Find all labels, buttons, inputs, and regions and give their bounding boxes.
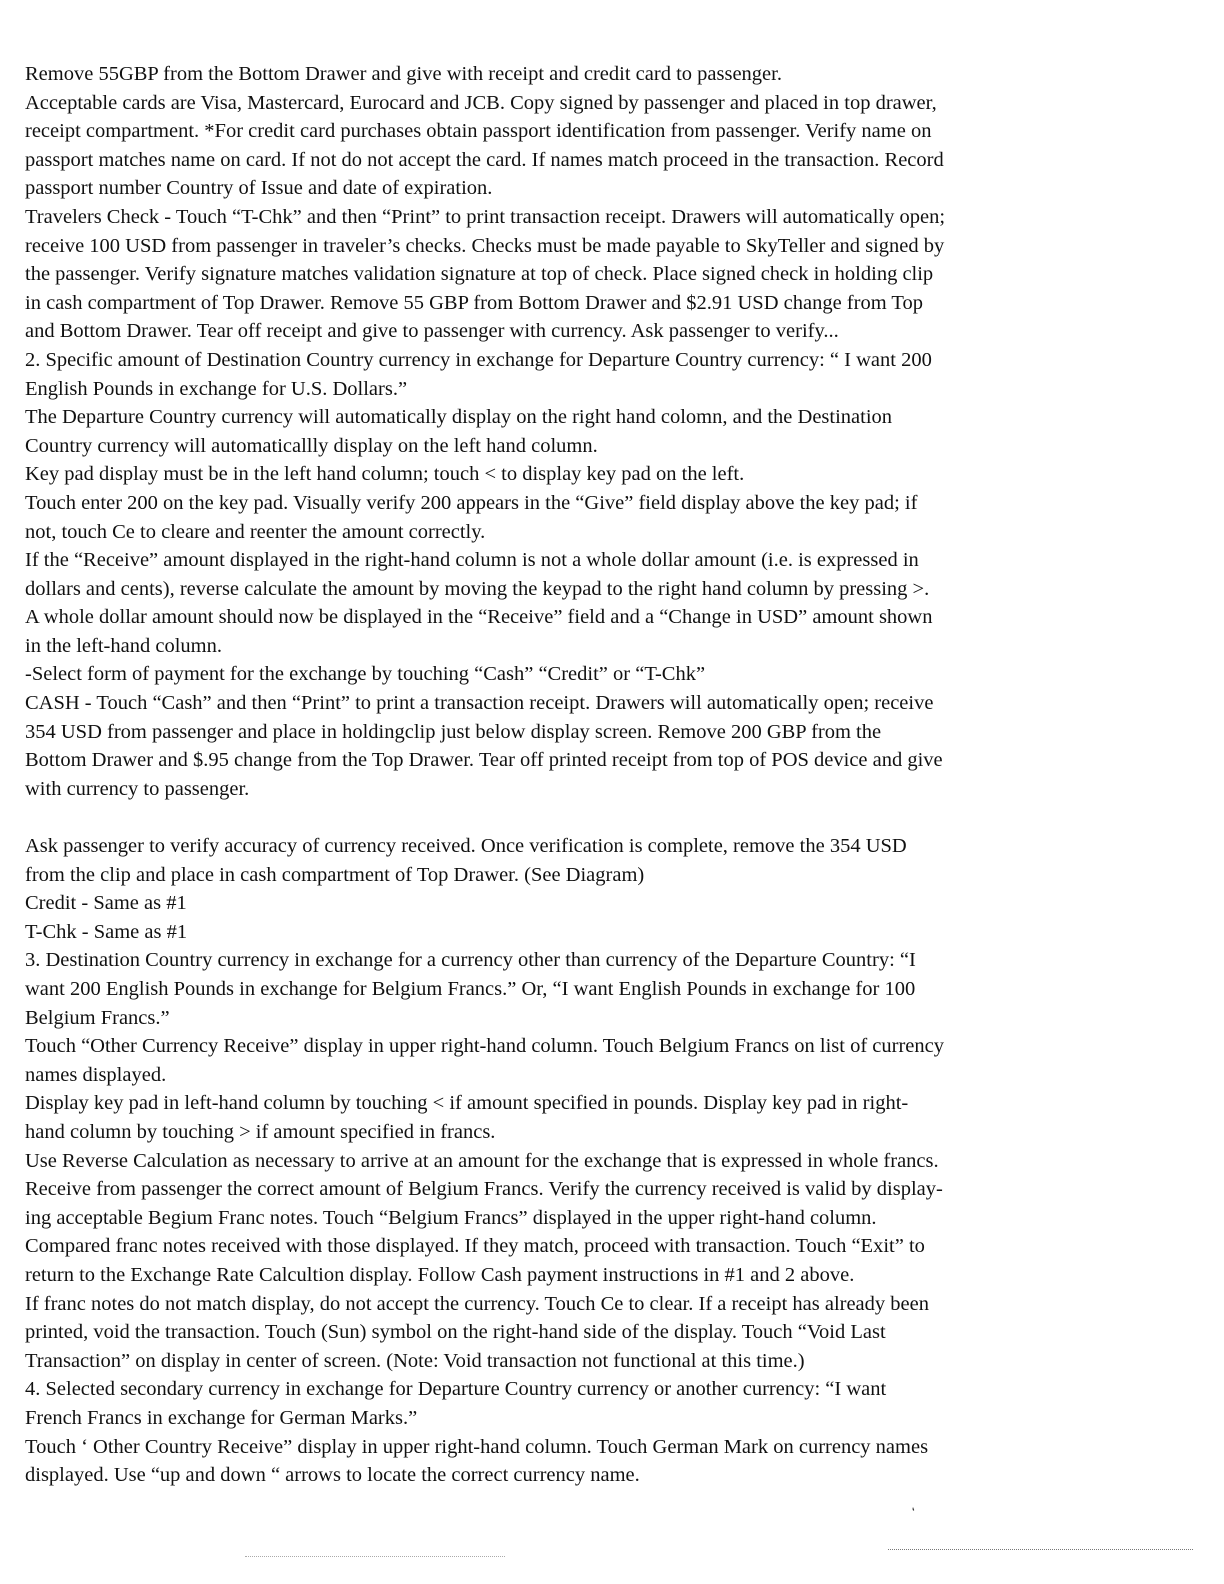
text-line: receive 100 USD from passenger in traveler’s checks. Checks must be made payable to SkyTeller and signed by: [25, 234, 945, 257]
text-line: Acceptable cards are Visa, Mastercard, Eurocard and JCB. Copy signed by passenger and placed in top drawer,: [25, 91, 937, 114]
text-line: Belgium Francs.”: [25, 1006, 170, 1029]
text-line: T-Chk - Same as #1: [25, 920, 188, 943]
text-line: want 200 English Pounds in exchange for Belgium Francs.” Or, “I want English Pounds in exchange for 100: [25, 978, 916, 1000]
text-line: 2. Specific amount of Destination Country currency in exchange for Departure Country currency: “ I want 200: [25, 348, 932, 371]
text-line: Display key pad in left-hand column by touching < if amount specified in pounds. Display key pad in right-: [25, 1092, 909, 1115]
text-line: dollars and cents), reverse calculate the amount by moving the keypad to the right hand column by pressing >.: [25, 577, 930, 600]
text-line: ing acceptable Begium Franc notes. Touch “Belgium Francs” displayed in the upper right-hand column.: [25, 1206, 877, 1229]
text-line: the passenger. Verify signature matches validation signature at top of check. Place signed check in holding clip: [25, 263, 934, 286]
text-line: 3. Destination Country currency in exchange for a currency other than currency of the Departure Country: “I: [25, 949, 916, 972]
text-line: Country currency will automaticallly display on the left hand column.: [25, 434, 598, 457]
text-line: CASH - Touch “Cash” and then “Print” to print a transaction receipt. Drawers will automatically open; receive: [25, 692, 934, 715]
text-line: displayed. Use “up and down “ arrows to locate the correct currency name.: [25, 1464, 640, 1487]
text-line: Receive from passenger the correct amount of Belgium Francs. Verify the currency received is valid by display-: [25, 1178, 943, 1201]
paragraph-gap: [25, 803, 1200, 832]
scan-artifact-line: [245, 1556, 505, 1557]
text-line: Transaction” on display in center of screen. (Note: Void transaction not functional at this time.): [25, 1349, 805, 1372]
text-line: from the clip and place in cash compartment of Top Drawer. (See Diagram): [25, 863, 645, 886]
text-line: Credit - Same as #1: [25, 892, 187, 915]
text-line: The Departure Country currency will automatically display on the right hand colomn, and the Destination: [25, 406, 893, 429]
scan-artifact-line: [888, 1549, 1193, 1550]
text-line: Bottom Drawer and $.95 change from the Top Drawer. Tear off printed receipt from top of POS device and give: [25, 749, 943, 772]
text-block-before-gap: [25, 60, 1200, 803]
text-line: hand column by touching > if amount specified in francs.: [25, 1120, 496, 1143]
text-line: passport matches name on card. If not do not accept the card. If names match proceed in the transaction. Record: [25, 148, 944, 171]
text-line: Compared franc notes received with those displayed. If they match, proceed with transaction. Touch “Exit” to: [25, 1235, 925, 1258]
text-line: Ask passenger to verify accuracy of currency received. Once verification is complete, remove the 354 USD: [25, 835, 907, 858]
text-line: printed, void the transaction. Touch (Sun) symbol on the right-hand side of the display. Touch “Void Last: [25, 1321, 886, 1344]
text-line: not, touch Ce to cleare and reenter the amount correctly.: [25, 520, 486, 543]
text-line: Key pad display must be in the left hand column; touch < to display key pad on the left.: [25, 463, 745, 486]
text-line: and Bottom Drawer. Tear off receipt and give to passenger with currency. Ask passenger to verify...: [25, 320, 839, 343]
text-line: -Select form of payment for the exchange by touching “Cash” “Credit” or “T-Chk”: [25, 663, 706, 686]
text-line: Use Reverse Calculation as necessary to arrive at an amount for the exchange that is expressed in whole francs.: [25, 1149, 939, 1172]
text-line: French Francs in exchange for German Marks.”: [25, 1406, 418, 1429]
text-line: receipt compartment. *For credit card purchases obtain passport identification from passenger. Verify name on: [25, 120, 932, 143]
stray-scan-mark: ‘: [909, 1504, 921, 1520]
text-line: 354 USD from passenger and place in holdingclip just below display screen. Remove 200 GBP from the: [25, 720, 882, 743]
text-line: in cash compartment of Top Drawer. Remove 55 GBP from Bottom Drawer and $2.91 USD change from Top: [25, 291, 924, 314]
document-page: [25, 60, 1200, 1490]
text-line: with currency to passenger.: [25, 777, 250, 800]
text-line: Remove 55GBP from the Bottom Drawer and give with receipt and credit card to passenger.: [25, 63, 782, 85]
text-block-after-gap: [25, 832, 1200, 1490]
text-line: in the left-hand column.: [25, 634, 222, 657]
text-line: Touch “Other Currency Receive” display in upper right-hand column. Touch Belgium Francs on list of currency: [25, 1035, 944, 1058]
text-line: A whole dollar amount should now be displayed in the “Receive” field and a “Change in USD” amount shown: [25, 606, 933, 629]
text-line: English Pounds in exchange for U.S. Dollars.”: [25, 377, 408, 400]
text-line: names displayed.: [25, 1063, 167, 1086]
text-line: If the “Receive” amount displayed in the right-hand column is not a whole dollar amount (i.e. is expressed in: [25, 549, 919, 572]
text-line: Travelers Check - Touch “T-Chk” and then “Print” to print transaction receipt. Drawers will automatically open;: [25, 205, 946, 228]
text-line: passport number Country of Issue and date of expiration.: [25, 177, 493, 200]
text-line: If franc notes do not match display, do not accept the currency. Touch Ce to clear. If a receipt has already been: [25, 1292, 929, 1315]
text-line: Touch ‘ Other Country Receive” display in upper right-hand column. Touch German Mark on currency names: [25, 1435, 929, 1458]
text-line: return to the Exchange Rate Calcultion display. Follow Cash payment instructions in #1 and 2 above.: [25, 1263, 855, 1286]
text-line: Touch enter 200 on the key pad. Visually verify 200 appears in the “Give” field display above the key pad; if: [25, 491, 918, 514]
text-line: 4. Selected secondary currency in exchange for Departure Country currency or another currency: “I want: [25, 1378, 887, 1401]
